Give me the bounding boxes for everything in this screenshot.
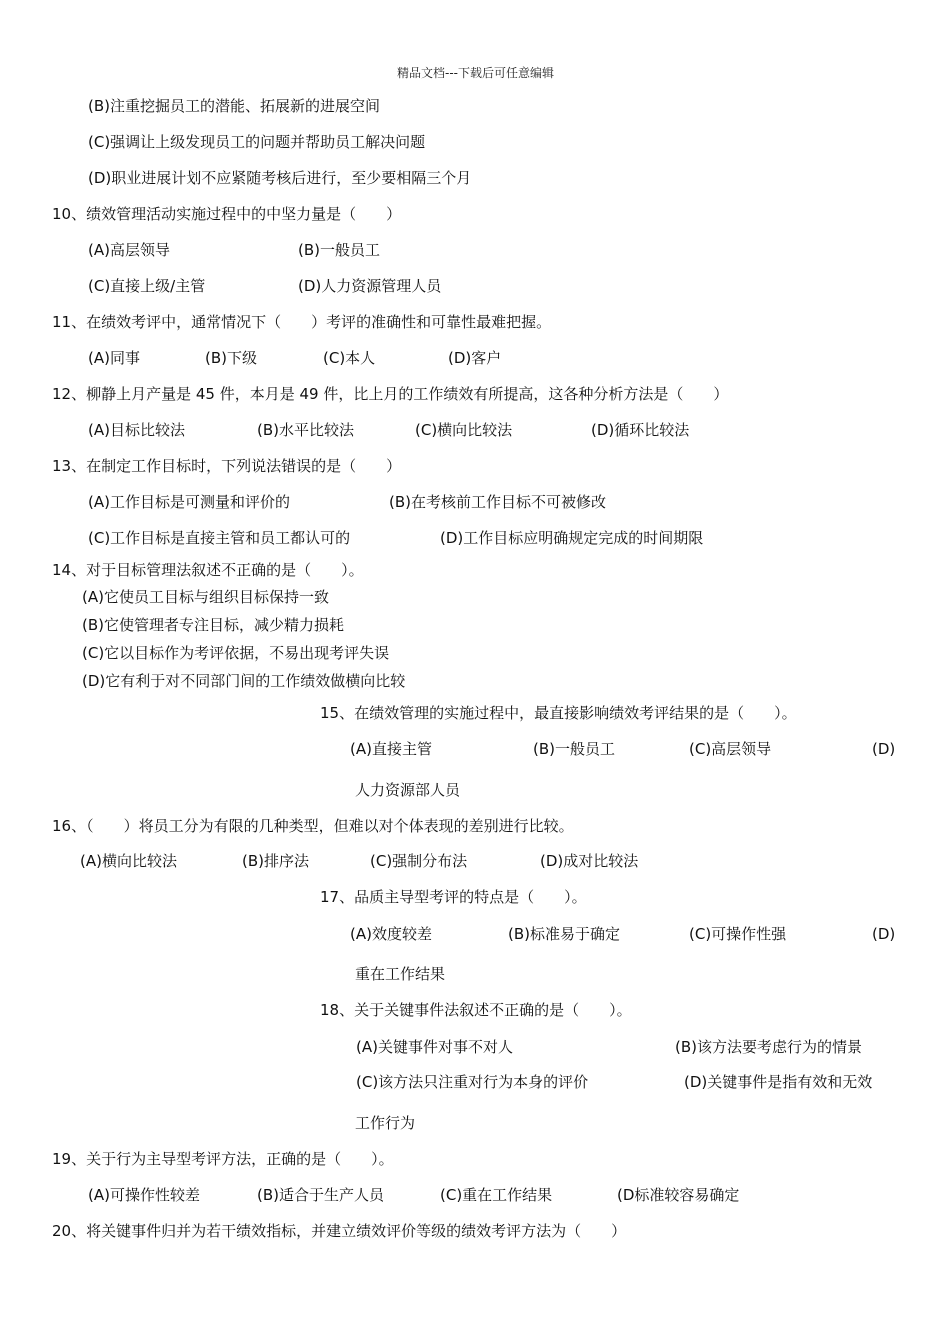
q17-text: 17、品质主导型考评的特点是（ ）。 — [320, 888, 587, 906]
q14-option-a: (A)它使员工目标与组织目标保持一致 — [82, 588, 329, 606]
q18-text: 18、关于关键事件法叙述不正确的是（ ）。 — [320, 1001, 632, 1019]
q15-option-b: (B)一般员工 — [533, 740, 615, 758]
q16-option-c: (C)强制分布法 — [370, 852, 468, 870]
q13-text: 13、在制定工作目标时，下列说法错误的是（ ） — [52, 457, 402, 475]
q15-option-d-text: 人力资源部人员 — [355, 781, 461, 799]
q15-option-d-prefix: (D) — [872, 740, 896, 758]
q17-option-a: (A)效度较差 — [350, 925, 432, 943]
q19-option-a: (A)可操作性较差 — [88, 1186, 200, 1204]
q12-text: 12、柳静上月产量是 45 件，本月是 49 件，比上月的工作绩效有所提高，这各种分析方法是（ ） — [52, 385, 729, 403]
q20-text: 20、将关键事件归并为若干绩效指标，并建立绩效评价等级的绩效考评方法为（ ） — [52, 1222, 627, 1240]
q14-option-d: (D)它有利于对不同部门间的工作绩效做横向比较 — [82, 672, 406, 690]
q17-option-d-text: 重在工作结果 — [355, 965, 446, 983]
q16-option-b: (B)排序法 — [242, 852, 309, 870]
q15-text: 15、在绩效管理的实施过程中，最直接影响绩效考评结果的是（ ）。 — [320, 704, 797, 722]
q9-option-b: (B)注重挖掘员工的潜能、拓展新的进展空间 — [88, 97, 380, 115]
q18-option-d-continuation: 工作行为 — [355, 1114, 416, 1132]
q11-text: 11、在绩效考评中，通常情况下（ ）考评的准确性和可靠性最难把握。 — [52, 313, 552, 331]
q19-text: 19、关于行为主导型考评方法，正确的是（ ）。 — [52, 1150, 394, 1168]
q17-option-b: (B)标准易于确定 — [508, 925, 620, 943]
q14-option-b: (B)它使管理者专注目标，减少精力损耗 — [82, 616, 344, 634]
q16-option-a: (A)横向比较法 — [80, 852, 177, 870]
page-header: 精品文档---下载后可任意编辑 — [397, 66, 554, 80]
q14-text: 14、对于目标管理法叙述不正确的是（ ）。 — [52, 561, 364, 579]
q18-option-d: (D)关键事件是指有效和无效 — [684, 1073, 873, 1091]
q13-option-a: (A)工作目标是可测量和评价的 — [88, 493, 290, 511]
q10-text: 10、绩效管理活动实施过程中的中坚力量是（ ） — [52, 205, 402, 223]
q17-option-d-prefix: (D) — [872, 925, 896, 943]
q11-option-d: (D)客户 — [448, 349, 502, 367]
q12-option-b: (B)水平比较法 — [257, 421, 354, 439]
q18-option-c: (C)该方法只注重对行为本身的评价 — [356, 1073, 589, 1091]
q18-option-a: (A)关键事件对事不对人 — [356, 1038, 513, 1056]
q14-option-c: (C)它以目标作为考评依据，不易出现考评失误 — [82, 644, 390, 662]
q15-option-c: (C)高层领导 — [689, 740, 772, 758]
q10-option-d: (D)人力资源管理人员 — [298, 277, 442, 295]
q10-option-c: (C)直接上级/主管 — [88, 277, 206, 295]
q19-option-d: (D标准较容易确定 — [617, 1186, 740, 1204]
q11-option-b: (B)下级 — [205, 349, 257, 367]
q10-option-b: (B)一般员工 — [298, 241, 380, 259]
q13-option-c: (C)工作目标是直接主管和员工都认可的 — [88, 529, 351, 547]
q15-option-a: (A)直接主管 — [350, 740, 432, 758]
q9-option-d: (D)职业进展计划不应紧随考核后进行，至少要相隔三个月 — [88, 169, 472, 187]
q12-option-c: (C)横向比较法 — [415, 421, 513, 439]
q17-option-c: (C)可操作性强 — [689, 925, 787, 943]
q16-text: 16、（ ）将员工分为有限的几种类型，但难以对个体表现的差别进行比较。 — [52, 817, 574, 835]
q16-option-d: (D)成对比较法 — [540, 852, 639, 870]
q10-option-a: (A)高层领导 — [88, 241, 170, 259]
q11-option-c: (C)本人 — [323, 349, 376, 367]
q12-option-a: (A)目标比较法 — [88, 421, 185, 439]
q13-option-d: (D)工作目标应明确规定完成的时间期限 — [440, 529, 704, 547]
q19-option-c: (C)重在工作结果 — [440, 1186, 553, 1204]
q9-option-c: (C)强调让上级发现员工的问题并帮助员工解决问题 — [88, 133, 426, 151]
q18-option-b: (B)该方法要考虑行为的情景 — [675, 1038, 862, 1056]
q19-option-b: (B)适合于生产人员 — [257, 1186, 384, 1204]
q11-option-a: (A)同事 — [88, 349, 140, 367]
q12-option-d: (D)循环比较法 — [591, 421, 690, 439]
q13-option-b: (B)在考核前工作目标不可被修改 — [389, 493, 606, 511]
